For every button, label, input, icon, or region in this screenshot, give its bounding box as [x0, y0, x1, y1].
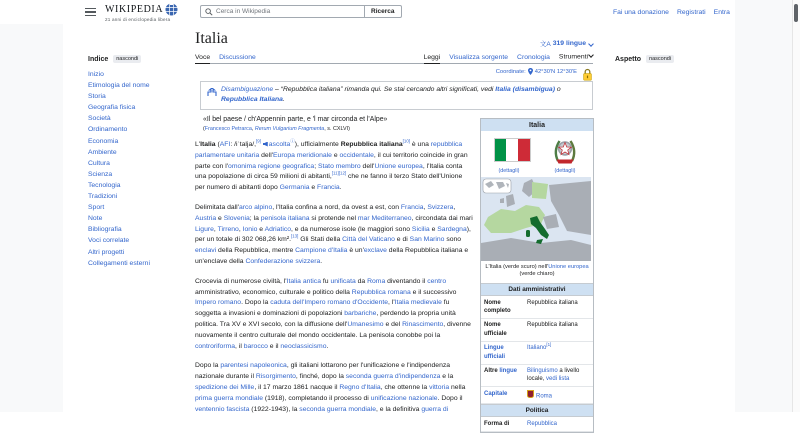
infobox-label [481, 387, 525, 403]
scrollbar-thumb[interactable] [794, 4, 798, 22]
italy-flag[interactable] [494, 138, 531, 162]
inline-link[interactable]: Adriatico [264, 225, 292, 233]
inline-link[interactable]: neoclassicismo [280, 342, 327, 350]
inline-link[interactable]: Roma [367, 277, 386, 285]
inline-link[interactable]: Italia medievale [394, 299, 442, 307]
tab-voce[interactable]: Voce [195, 54, 210, 65]
tab-strumenti[interactable]: Strumenti [559, 53, 593, 63]
inline-link[interactable]: Austria [195, 214, 217, 222]
inline-link[interactable]: Francesco Petrarca [204, 126, 252, 132]
infobox [480, 118, 594, 433]
article-paragraph-3: Crocevia di numerose civiltà, l'Italia antica fu unificata da Roma diventando il centro amministrativo, economico, culturale e politico della Repubblica romana e il successivo Impero romano. Dopo la caduta dell'Impero romano d'Occidente, l'Italia medievale fu soggetta a invasioni e dominazioni di popolazioni barbariche, perdendo la propria unità politica. Tra XV e XVI secolo, con la diffusione dell'Umanesimo e del Rinascimento, divenne nuovamente il centro culturale del mondo occidentale. La penisola conobbe poi la controriforma, il barocco e il neoclassicismo. [195, 277, 471, 350]
inline-link[interactable]: Unione europea [374, 162, 423, 170]
inline-link[interactable]: prima guerra mondiale [195, 394, 264, 402]
inline-link[interactable]: Ionio [242, 225, 258, 233]
emblem-details-link[interactable]: (dettagli) [554, 168, 576, 174]
inline-link[interactable]: Italia antica [286, 277, 321, 285]
toc-link[interactable]: Economia [88, 137, 119, 145]
inline-link[interactable]: Slovenia [223, 214, 250, 222]
infobox-row [481, 296, 593, 319]
infobox-label: Nome completo [484, 299, 511, 314]
map-caption: L'Italia (verde scuro) nell'Unione europea (verde chiaro) [485, 263, 589, 278]
inline-link[interactable]: guerra di [421, 405, 449, 413]
inline-link[interactable]: lingue [499, 368, 518, 375]
inline-link[interactable]: ascolta [268, 141, 291, 148]
article-paragraph-2: Delimitata dall'arco alpino, l'Italia confina a nord, da ovest a est, con Francia, Svizzera, Austria e Slovenia; la penisola italiana si protende nel mar Mediterraneo, circondata dai mari Ligure, Tirreno, Ionio e Adriatico, e da numerose isole (le maggiori sono Sicilia e Sardegna), per un totale di 302 068,26 km².[13] Gli Stati della Città del Vaticano e di San Marino sono enclavi della Repubblica, mentre Campione d'Italia è un'exclave della Repubblica italiana e un'enclave della Confederazione svizzera. [195, 203, 473, 265]
inline-link[interactable]: Italiano [527, 345, 547, 352]
inline-link[interactable]: penisola italiana [260, 214, 310, 222]
infobox-row [481, 365, 593, 388]
toc-link[interactable]: Etimologia del nome [88, 82, 150, 90]
toc-link[interactable]: Note [88, 215, 103, 223]
disambiguation-icon [207, 88, 217, 97]
inline-link[interactable]: Risorgimento [255, 373, 296, 381]
inline-link[interactable]: Rerum Vulgarium Fragmenta [254, 126, 325, 132]
infobox-row [481, 417, 593, 431]
toc-link[interactable]: Geografia fisica [88, 104, 136, 112]
page-right-gutter [735, 0, 793, 412]
toc-link[interactable]: Scienza [88, 170, 113, 178]
inline-link[interactable]: Repubblica Italiana [221, 96, 283, 103]
inline-link[interactable]: Stato membro [317, 162, 361, 170]
inline-link[interactable]: AFI [219, 141, 231, 148]
inline-link[interactable]: Unione europea [548, 263, 589, 270]
inline-link[interactable]: Ligure [195, 225, 214, 233]
search-box[interactable] [200, 5, 365, 18]
tab-leggi[interactable]: Leggi [424, 54, 441, 65]
tab-discussione[interactable]: Discussione [219, 53, 256, 61]
inline-link[interactable]: Repubblica [527, 420, 558, 427]
infobox-admin-rows [481, 296, 593, 404]
toc-link[interactable]: Inizio [88, 71, 104, 78]
audio-icon [263, 142, 268, 147]
language-button[interactable] [540, 39, 593, 48]
quote-attribution: (Francesco Petrarca, Rerum Vulgarium Fragmenta, s. CXLVI) [203, 126, 350, 132]
inline-link[interactable]: omonima regione geografica [228, 162, 315, 170]
toc-link[interactable]: Ordinamento [88, 126, 128, 134]
chevron-down-icon [588, 52, 594, 58]
roma-shield [527, 390, 534, 399]
inline-link[interactable]: repubblica parlamentare unitaria [195, 141, 463, 159]
infobox-value [525, 387, 593, 403]
inline-link[interactable]: barbariche [344, 310, 377, 318]
flag-details-link[interactable]: (dettagli) [498, 168, 520, 174]
search-form [200, 5, 402, 18]
inline-link[interactable]: barocco [243, 342, 268, 350]
inline-link[interactable]: Europa meridionale [273, 151, 332, 159]
inline-link[interactable]: Sicilia [411, 225, 430, 233]
inline-link[interactable]: centro [427, 277, 447, 285]
inline-link[interactable]: seconda guerra d'indipendenza [345, 373, 441, 381]
toc-link[interactable]: Voci correlate [88, 237, 130, 245]
infobox-label [481, 342, 525, 364]
inline-link[interactable]: vittoria [429, 383, 450, 391]
inline-link[interactable]: unificazione nazionale [370, 394, 438, 402]
inline-link[interactable]: Repubblica romana [351, 288, 411, 296]
infobox-row [481, 342, 593, 365]
inline-link[interactable]: occidentale [339, 151, 374, 159]
wikipedia-wordmark: WIKIPEDIA [105, 4, 164, 15]
inline-link[interactable]: parentesi napoleonica [220, 362, 287, 370]
toc-link[interactable]: Tecnologia [88, 181, 121, 189]
infobox-value: Repubblica italiana [527, 322, 578, 329]
article-paragraph-4: Dopo la parentesi napoleonica, gli italiani lottarono per l'unificazione e l'indipendenza nazionale durante il Risorgimento, finché, dopo la seconda guerra d'indipendenza e la spedizione dei Mille, il 17 marzo 1861 nacque il Regno d'Italia, che ottenne la vittoria nella prima guerra mondiale (1918), completando il processo di unificazione nazionale. Dopo il ventennio fascista (1922-1943), la seconda guerra mondiale, e la definitiva guerra di [195, 362, 466, 413]
inline-link[interactable]: controriforma [195, 342, 236, 350]
infobox-label: Nome ufficiale [484, 322, 507, 337]
search-input[interactable] [216, 8, 364, 15]
inline-link[interactable]: Capitale [484, 390, 508, 397]
inline-link[interactable]: spedizione dei Mille [195, 383, 255, 391]
user-link[interactable]: Entra [713, 9, 730, 16]
infobox-row [481, 319, 593, 342]
inline-link[interactable]: San Marino [409, 236, 445, 244]
toc-list [88, 69, 190, 269]
language-count-label: 319 lingue [552, 40, 586, 47]
inline-link[interactable]: Germania [279, 184, 310, 192]
coordinate-value[interactable]: 42°30′N 12°30′E [534, 68, 577, 75]
infobox-label: Forma di [484, 420, 510, 427]
inline-link[interactable]: Francia [317, 184, 340, 192]
hamburger-menu-button[interactable] [85, 8, 96, 16]
infobox-row [481, 387, 593, 404]
toc-link[interactable]: Cultura [88, 159, 110, 167]
tab-bar [195, 53, 593, 64]
toc-link[interactable]: Bibliografia [88, 226, 122, 234]
toc-hide-button[interactable]: nascondi [113, 55, 141, 63]
inline-link[interactable]: Sardegna [437, 225, 467, 233]
page-title: Italia [195, 30, 228, 47]
infobox-value: Bilinguismo a livello locale, vedi lista [527, 368, 580, 383]
coordinate-link[interactable]: Coordinate: [495, 68, 526, 75]
inline-link[interactable]: ventennio fascista [195, 405, 250, 413]
inline-link[interactable]: enclavi [195, 247, 217, 255]
infobox-title: Italia [481, 119, 593, 131]
inline-link[interactable]: vedi lista [546, 376, 570, 383]
toc-link[interactable]: Società [88, 115, 111, 123]
wikipedia-logo[interactable] [105, 3, 178, 22]
wikipedia-globe-icon [165, 3, 178, 16]
user-link[interactable]: Fai una donazione [613, 9, 669, 16]
inline-link[interactable]: Svizzera [427, 203, 454, 211]
infobox-flag-row [481, 131, 593, 167]
quote-block [203, 115, 475, 134]
table-of-contents [88, 55, 190, 269]
user-link[interactable]: Registrati [676, 9, 706, 16]
inline-link[interactable]: exclave [363, 247, 387, 255]
inline-link[interactable]: Umanesimo [347, 320, 384, 328]
inline-link[interactable]: seconda guerra mondiale [299, 405, 377, 413]
search-icon [205, 8, 213, 16]
chevron-down-icon [588, 41, 594, 47]
toc-link[interactable]: Altri progetti [88, 248, 125, 256]
appearance-hide-button[interactable]: nascondi [646, 55, 674, 63]
inline-link[interactable]: Tirreno [217, 225, 239, 233]
infobox-label: Altre lingue [484, 368, 518, 375]
toc-title: Indice [88, 55, 109, 63]
inline-link[interactable]: mar Mediterraneo [357, 214, 412, 222]
infobox-section-politics: Politica [481, 404, 593, 417]
hatnote-text: Disambiguazione – “Repubblica italiana” rimanda qui. Se stai cercando altri significati, vedi Italia (disambigua) o Repubblica Italiana. [221, 86, 561, 103]
infobox-details-row [481, 167, 593, 177]
tab-cronologia[interactable]: Cronologia [517, 53, 550, 61]
toc-link[interactable]: Tradizioni [88, 193, 118, 201]
infobox-value: Repubblica italiana [527, 299, 578, 306]
toc-link[interactable]: Storia [88, 93, 106, 101]
article-paragraph-1: L'Italia (AFI: /iˈtalja/,[9] ascoltaⓘ), ufficialmente Repubblica italiana[10] è una repubblica parlamentare unitaria dell'Europa meridionale e occidentale, il cui territorio coincide in gran parte con l'omonima regione geografica; Stato membro dell'Unione europea, l'Italia conta una popolazione di circa 59 milioni di abitanti,[11][12] che ne fanno il terzo Stato dell'Unione per numero di abitanti dopo Germania e Francia. [195, 138, 468, 192]
inline-link[interactable]: caduta dell'Impero romano d'Occidente [270, 299, 389, 307]
tab-visualizza-sorgente[interactable]: Visualizza sorgente [449, 53, 509, 61]
coordinate-row [195, 67, 593, 77]
inline-link[interactable]: Regno d'Italia [339, 383, 381, 391]
quote-line: «Il bel paese / ch'Appennin parte, e 'l mar circonda et l'Alpe» [203, 115, 388, 123]
inline-link[interactable]: Rinascimento [402, 320, 444, 328]
appearance-title: Aspetto [615, 55, 642, 63]
inline-link[interactable]: unificata [330, 277, 356, 285]
inline-link[interactable]: Lingue ufficiali [484, 345, 506, 360]
toc-link[interactable]: Ambiente [88, 148, 117, 156]
search-button[interactable]: Ricerca [365, 5, 402, 18]
inline-link[interactable]: Italia (disambigua) [495, 86, 555, 93]
logo-tagline: 21 anni di enciclopedia libera [105, 17, 171, 22]
locator-map[interactable] [481, 177, 591, 261]
hatnote [200, 81, 593, 110]
inline-link[interactable]: Bilinguismo [527, 368, 558, 375]
inline-link[interactable]: Campione d'Italia [295, 247, 348, 255]
infobox-value [525, 417, 593, 430]
page-protection-lock-icon [582, 68, 593, 81]
inline-link[interactable]: Confederazione svizzera [245, 257, 321, 265]
language-icon: 文A [539, 41, 551, 48]
article-body [195, 140, 473, 415]
inline-link[interactable]: Città del Vaticano [342, 236, 395, 244]
inline-link[interactable]: Francia [400, 203, 424, 211]
top-bar [0, 0, 735, 24]
inline-link[interactable]: Disambiguazione [221, 86, 274, 93]
page-left-gutter [0, 24, 63, 412]
inline-link[interactable]: Impero romano [195, 299, 242, 307]
infobox-section-admin: Dati amministrativi [481, 283, 593, 296]
toc-link[interactable]: Collegamenti esterni [88, 259, 150, 267]
italy-emblem[interactable] [550, 135, 580, 165]
appearance-panel [615, 55, 703, 63]
infobox-politics-rows [481, 417, 593, 431]
scrollbar[interactable] [792, 0, 800, 412]
infobox-value: Italiano[1] [527, 342, 552, 352]
inline-link[interactable]: Roma [536, 393, 553, 400]
toc-link[interactable]: Sport [88, 204, 105, 212]
inline-link[interactable]: arco alpino [238, 203, 273, 211]
user-links [613, 9, 730, 16]
map-pin-icon [528, 68, 533, 75]
